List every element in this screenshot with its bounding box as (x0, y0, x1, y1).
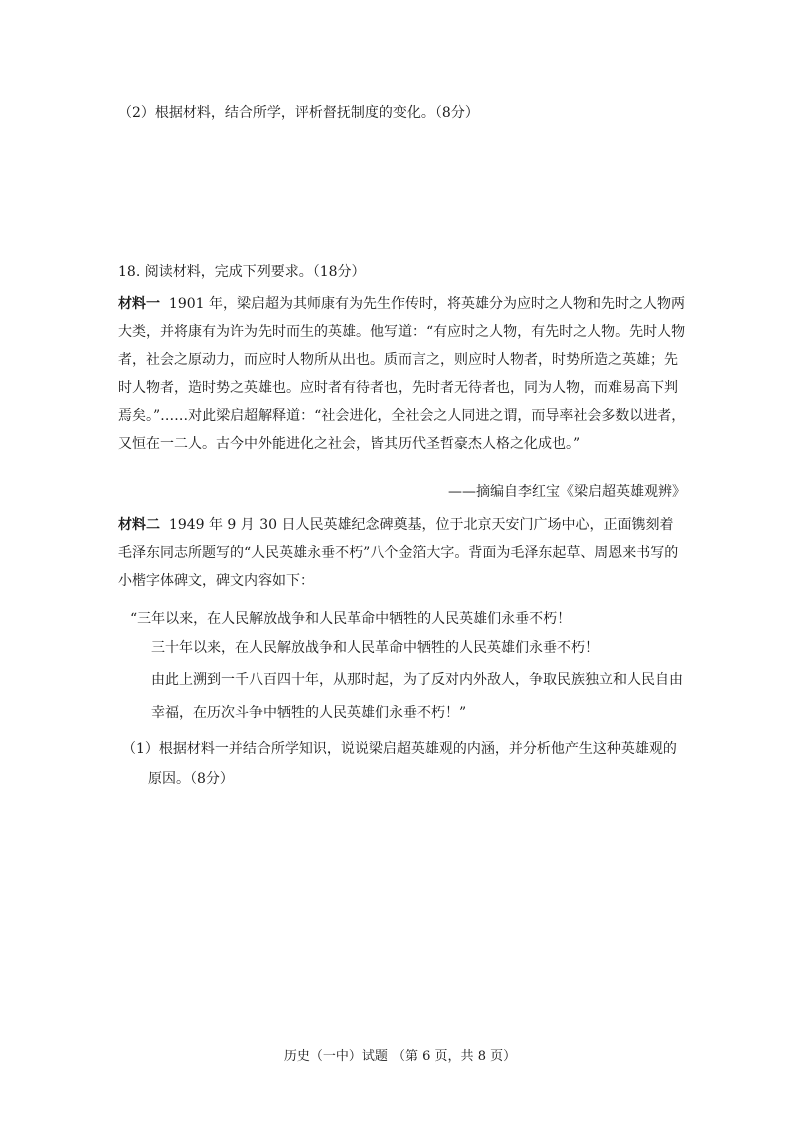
question-18-header: 18. 阅读材料，完成下列要求。（18分） (118, 264, 366, 280)
material-two (118, 511, 686, 595)
material-one-source: ——摘编自李红宝《梁启超英雄观辨》 (448, 484, 686, 500)
inscription-line: 幸福，在历次斗争中牺牲的人民英雄们永垂不朽！” (151, 705, 467, 721)
material-one-text: 1901 年，梁启超为其师康有为先生作传时，将英雄分为应时之人物和先时之人物两大类，并将康有为许为先时而生的英雄。他写道：“有应时之人物，有先时之人物。先时人物者，社会之原动力，而应时人物所从出也。质而言之，则应时人物者，时势所造之英雄；先时人物者，造时势之英雄也。应时者有待者也，先时者无待者也，同为人物，而难易高下判焉矣。”……对此梁启超解释道：“社会进化，全社会之人同进之谓，而导率社会多数以进者，又恒在一二人。古今中外能进化之社会，皆其历代圣哲豪杰人格之化成也。” (118, 296, 686, 452)
material-one-label: 材料一 (118, 296, 160, 312)
question-18-part-1 (122, 734, 692, 794)
material-one (118, 290, 686, 458)
inscription-line: 由此上溯到一千八百四十年，从那时起，为了反对内外敌人，争取民族独立和人民自由 (151, 672, 683, 688)
page-footer: 历史（一中）试题 （第 6 页，共 8 页） (283, 1049, 517, 1064)
question-18-part-1-line1: （1）根据材料一并结合所学知识，说说梁启超英雄观的内涵，并分析他产生这种英雄观的 (122, 741, 677, 757)
inscription-line: 三十年以来，在人民解放战争和人民革命中牺牲的人民英雄们永垂不朽！ (151, 640, 599, 656)
question-18-part-1-line2: 原因。（8分） (148, 771, 234, 787)
material-two-label: 材料二 (118, 517, 160, 533)
material-two-text: 1949 年 9 月 30 日人民英雄纪念碑奠基，位于北京天安门广场中心，正面镌刻着毛泽东同志所题写的“人民英雄永垂不朽”八个金箔大字。背面为毛泽东起草、周恩来书写的小楷字体碑文，碑文内容如下： (118, 517, 679, 589)
inscription-line: “三年以来，在人民解放战争和人民革命中牺牲的人民英雄们永垂不朽！ (130, 611, 572, 627)
question-17-part-2: （2）根据材料，结合所学，评析督抚制度的变化。（8分） (118, 105, 479, 121)
